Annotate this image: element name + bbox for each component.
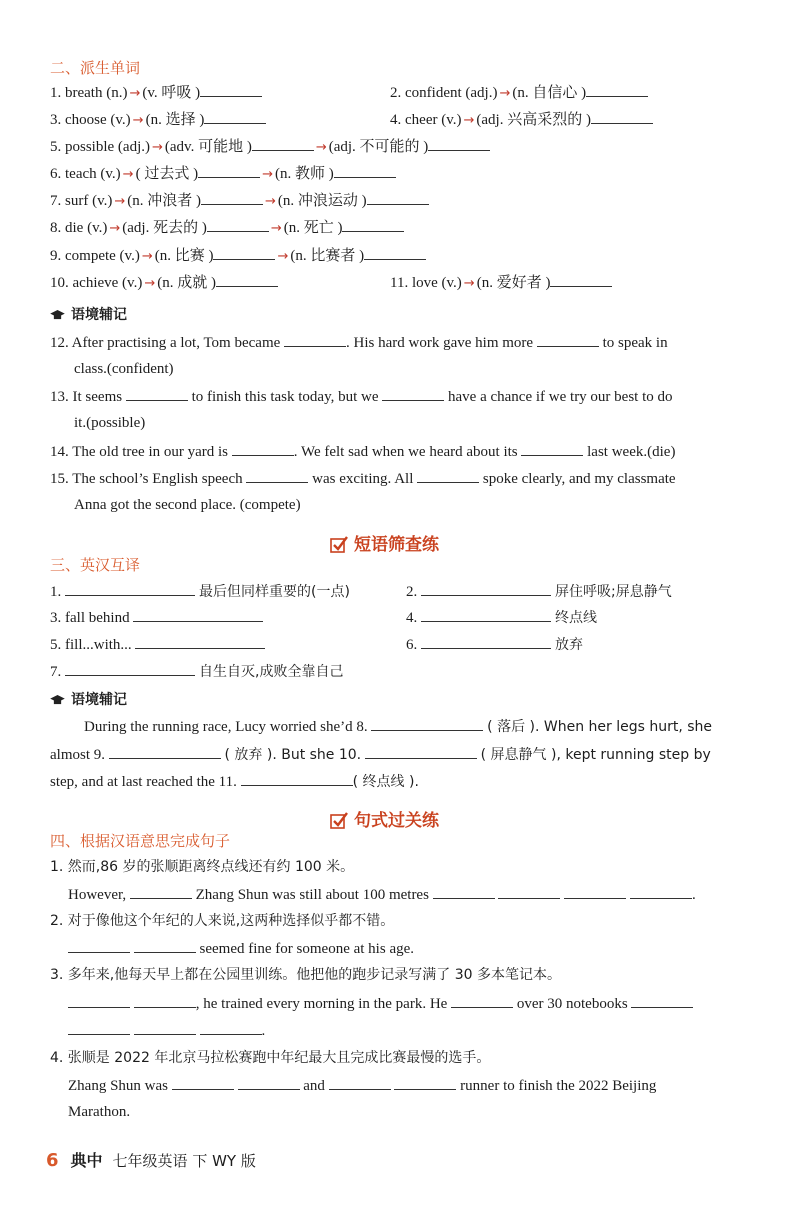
context-heading-2: 语境辅记 (50, 690, 127, 710)
translate-item-7: 7. 自生自灭,成败全靠自己 (50, 661, 343, 682)
book-title: 七年级英语 下 WY 版 (112, 1152, 256, 1170)
sentence-4-cn: 4. 张顺是 2022 年北京马拉松赛跑中年纪最大且完成比赛最慢的选手。 (50, 1050, 491, 1066)
arrow-icon: → (262, 167, 273, 182)
deriv-item-9: 9. compete (v.) → (n. 比赛 ) → (n. 比赛者 ) (50, 245, 426, 267)
passage-line-2: almost 9. ( 放弃 ). But she 10. ( 屏息静气 ), kept running step by (50, 744, 711, 765)
deriv-item-8: 8. die (v.) → (adj. 死去的 ) → (n. 死亡 ) (50, 217, 404, 239)
answer-blank[interactable] (172, 1075, 234, 1090)
arrow-icon: → (129, 86, 141, 101)
sentence-1-cn: 1. 然而,86 岁的张顺距离终点线还有约 100 米。 (50, 859, 355, 875)
question-15: 15. The school’s English speech was exciting. All spoke clearly, and my classmate (50, 468, 676, 489)
section-banner-phrases: 短语筛查练 (330, 530, 439, 555)
checkbox-check-icon (330, 536, 348, 554)
sentence-1-en: However, Zhang Shun was still about 100 metres . (68, 884, 696, 905)
arrow-icon: → (132, 113, 144, 128)
answer-blank[interactable] (68, 938, 130, 953)
answer-blank[interactable] (417, 468, 479, 483)
answer-blank[interactable] (421, 607, 551, 622)
answer-blank[interactable] (201, 190, 263, 205)
deriv-item-5: 5. possible (adj.) → (adv. 可能地 ) → (adj. 不可能的 ) (50, 136, 490, 158)
translate-item-2: 2. 屏住呼吸;屏息静气 (406, 581, 672, 602)
question-15-cont: Anna got the second place. (compete) (74, 497, 301, 513)
answer-blank[interactable] (241, 771, 353, 786)
answer-blank[interactable] (421, 581, 551, 596)
answer-blank[interactable] (238, 1075, 300, 1090)
arrow-icon: → (151, 140, 163, 155)
answer-blank[interactable] (564, 884, 626, 899)
answer-blank[interactable] (451, 993, 513, 1008)
sentence-3-en-cont: . (68, 1020, 265, 1041)
translate-item-4: 4. 终点线 (406, 607, 597, 628)
deriv-item-11: 11. love (v.) → (n. 爱好者 ) (390, 272, 612, 294)
answer-blank[interactable] (246, 468, 308, 483)
sentence-3-cn: 3. 多年来,他每天早上都在公园里训练。他把他的跑步记录写满了 30 多本笔记本。 (50, 967, 561, 983)
question-12-cont: class.(confident) (74, 361, 174, 377)
arrow-icon: → (277, 249, 289, 264)
arrow-icon: → (463, 276, 475, 291)
sentence-3-en: , he trained every morning in the park. He over 30 notebooks (68, 993, 693, 1014)
answer-blank[interactable] (135, 634, 265, 649)
answer-blank[interactable] (394, 1075, 456, 1090)
answer-blank[interactable] (367, 190, 429, 205)
deriv-item-7: 7. surf (v.) → (n. 冲浪者 ) → (n. 冲浪运动 ) (50, 190, 429, 212)
sentence-2-cn: 2. 对于像他这个年纪的人来说,这两种选择似乎都不错。 (50, 913, 395, 929)
answer-blank[interactable] (521, 441, 583, 456)
translate-item-1: 1. 最后但同样重要的(一点) (50, 581, 350, 602)
arrow-icon: → (499, 86, 511, 101)
answer-blank[interactable] (630, 884, 692, 899)
answer-blank[interactable] (334, 163, 396, 178)
answer-blank[interactable] (284, 332, 346, 347)
section-title-translation: 三、英汉互译 (50, 556, 141, 574)
answer-blank[interactable] (134, 993, 196, 1008)
grad-cap-icon (50, 695, 65, 705)
answer-blank[interactable] (631, 993, 693, 1008)
answer-blank[interactable] (550, 272, 612, 287)
page-number: 6 (46, 1150, 59, 1171)
deriv-item-3: 3. choose (v.) → (n. 选择 ) (50, 109, 266, 131)
answer-blank[interactable] (428, 136, 490, 151)
arrow-icon: → (265, 194, 276, 209)
answer-blank[interactable] (200, 1020, 262, 1035)
arrow-icon: → (114, 194, 126, 209)
answer-blank[interactable] (498, 884, 560, 899)
passage-line-1: During the running race, Lucy worried she’d 8. ( 落后 ). When her legs hurt, she (84, 716, 712, 737)
section-banner-sentences: 句式过关练 (330, 806, 439, 831)
answer-blank[interactable] (365, 744, 477, 759)
answer-blank[interactable] (68, 993, 130, 1008)
answer-blank[interactable] (421, 634, 551, 649)
arrow-icon: → (463, 113, 475, 128)
answer-blank[interactable] (207, 217, 269, 232)
answer-blank[interactable] (130, 884, 192, 899)
answer-blank[interactable] (342, 217, 404, 232)
answer-blank[interactable] (134, 938, 196, 953)
answer-blank[interactable] (252, 136, 314, 151)
section-title-derivatives: 二、派生单词 (50, 59, 141, 77)
answer-blank[interactable] (65, 581, 195, 596)
brand-logo: 典中 (70, 1151, 103, 1170)
answer-blank[interactable] (371, 716, 483, 731)
answer-blank[interactable] (134, 1020, 196, 1035)
translate-item-5: 5. fill...with... (50, 634, 265, 655)
answer-blank[interactable] (216, 272, 278, 287)
deriv-item-6: 6. teach (v.) → ( 过去式 ) → (n. 教师 ) (50, 163, 396, 185)
arrow-icon: → (122, 167, 134, 182)
deriv-item-1: 1. breath (n.) → (v. 呼吸 ) (50, 82, 262, 104)
deriv-item-4: 4. cheer (v.) → (adj. 兴高采烈的 ) (390, 109, 653, 131)
answer-blank[interactable] (329, 1075, 391, 1090)
answer-blank[interactable] (382, 386, 444, 401)
page-footer (46, 1148, 256, 1171)
sentence-2-en: seemed fine for someone at his age. (68, 938, 414, 959)
deriv-item-10: 10. achieve (v.) → (n. 成就 ) (50, 272, 278, 294)
answer-blank[interactable] (68, 1020, 130, 1035)
answer-blank[interactable] (232, 441, 294, 456)
arrow-icon: → (141, 249, 153, 264)
arrow-icon: → (270, 221, 282, 236)
answer-blank[interactable] (133, 607, 263, 622)
answer-blank[interactable] (364, 245, 426, 260)
answer-blank[interactable] (200, 82, 262, 97)
answer-blank[interactable] (198, 163, 260, 178)
context-heading: 语境辅记 (50, 305, 127, 325)
arrow-icon: → (315, 140, 327, 155)
sentence-4-en-cont: Marathon. (68, 1104, 131, 1120)
arrow-icon: → (109, 221, 121, 236)
answer-blank[interactable] (65, 661, 195, 676)
question-13-cont: it.(possible) (74, 415, 146, 431)
question-14: 14. The old tree in our yard is . We felt sad when we heard about its last week.(die) (50, 441, 675, 462)
question-13: 13. It seems to finish this task today, but we have a chance if we try our best to do (50, 386, 673, 407)
answer-blank[interactable] (537, 332, 599, 347)
answer-blank[interactable] (109, 744, 221, 759)
answer-blank[interactable] (126, 386, 188, 401)
translate-item-3: 3. fall behind (50, 607, 263, 628)
answer-blank[interactable] (204, 109, 266, 124)
translate-item-6: 6. 放弃 (406, 634, 583, 655)
checkbox-check-icon (330, 812, 348, 830)
arrow-icon: → (144, 276, 156, 291)
section-title-sentences: 四、根据汉语意思完成句子 (50, 832, 231, 850)
passage-line-3: step, and at last reached the 11. ( 终点线 ). (50, 771, 419, 792)
answer-blank[interactable] (586, 82, 648, 97)
deriv-item-2: 2. confident (adj.) → (n. 自信心 ) (390, 82, 648, 104)
grad-cap-icon (50, 310, 65, 320)
answer-blank[interactable] (213, 245, 275, 260)
sentence-4-en: Zhang Shun was and runner to finish the 2022 Beijing (68, 1075, 656, 1096)
answer-blank[interactable] (433, 884, 495, 899)
question-12: 12. After practising a lot, Tom became . His hard work gave him more to speak in (50, 332, 668, 353)
answer-blank[interactable] (591, 109, 653, 124)
